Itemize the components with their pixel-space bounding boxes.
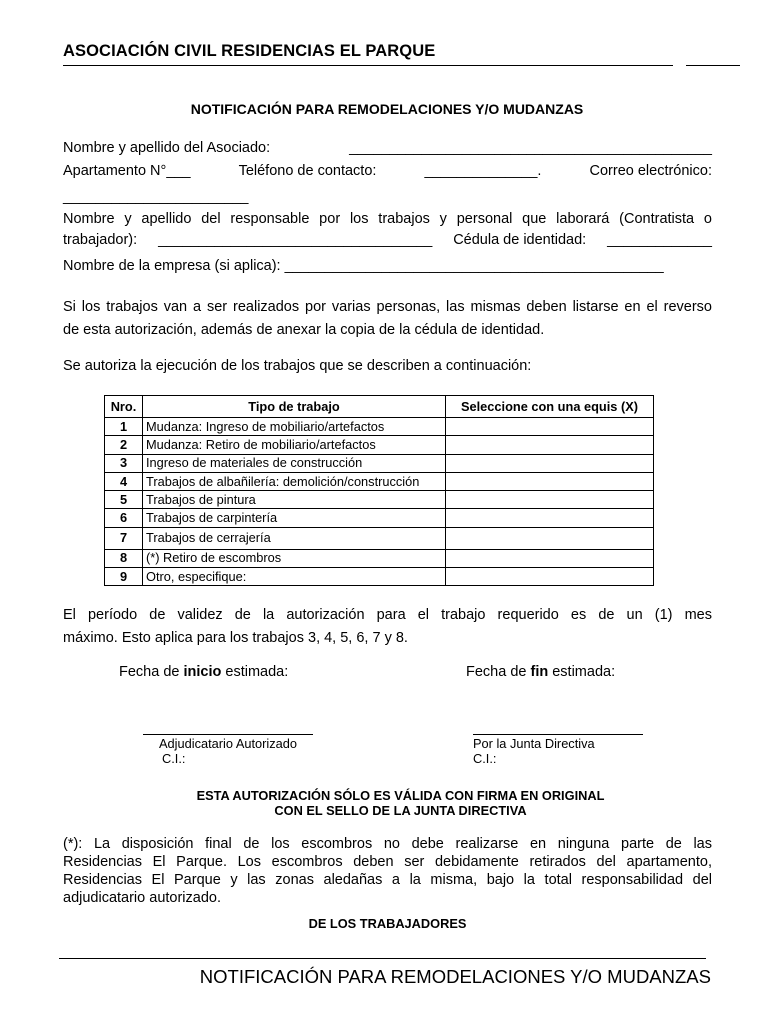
section-heading: DE LOS TRABAJADORES xyxy=(308,916,467,931)
row-select-cell[interactable] xyxy=(446,549,654,567)
row-select-cell[interactable] xyxy=(446,491,654,509)
id-label: Cédula de identidad: xyxy=(453,232,587,248)
start-date-prefix: Fecha de xyxy=(119,664,184,680)
email-label: Correo electrónico: xyxy=(589,163,712,179)
organization-title: ASOCIACIÓN CIVIL RESIDENCIAS EL PARQUE xyxy=(63,42,436,60)
company-row[interactable]: Nombre de la empresa (si aplica): _______________________________________________ xyxy=(63,258,664,274)
header-tipo: Tipo de trabajo xyxy=(143,396,446,418)
document-title: NOTIFICACIÓN PARA REMODELACIONES Y/O MUDANZAS xyxy=(190,101,584,117)
footnote-line-3: Residencias El Parque y las zonas aledañas a la misma, bajo la total responsabilidad del xyxy=(63,872,712,888)
right-signature-line[interactable] xyxy=(473,734,643,735)
row-work-type: Trabajos de pintura xyxy=(143,491,446,509)
row-work-type: Trabajos de albañilería: demolición/construcción xyxy=(143,472,446,490)
table-row xyxy=(105,549,654,567)
id-blank[interactable]: _____________ xyxy=(607,232,712,248)
row-work-type: (*) Retiro de escombros xyxy=(143,549,446,567)
row-select-cell[interactable] xyxy=(446,472,654,490)
responsible-label: trabajador): xyxy=(63,232,138,248)
row-number: 5 xyxy=(105,491,143,509)
work-type-table xyxy=(104,395,654,586)
left-signature-ci: C.I.: xyxy=(162,751,186,766)
responsible-row xyxy=(63,232,712,248)
associate-name-blank[interactable]: _____________________________________________ xyxy=(349,140,712,156)
left-signature-label: Adjudicatario Autorizado xyxy=(159,736,298,751)
row-work-type: Mudanza: Retiro de mobiliario/artefactos xyxy=(143,436,446,454)
phone-blank[interactable]: ______________. xyxy=(424,163,542,179)
table-row xyxy=(105,472,654,490)
row-number: 7 xyxy=(105,527,143,549)
associate-name-label: Nombre y apellido del Asociado: xyxy=(63,140,271,156)
left-signature-line[interactable] xyxy=(143,734,313,735)
authorize-intro: Se autoriza la ejecución de los trabajos que se describen a continuación: xyxy=(63,358,532,374)
end-date-suffix: estimada: xyxy=(548,664,616,680)
table-row xyxy=(105,436,654,454)
row-select-cell[interactable] xyxy=(446,509,654,527)
row-work-type: Ingreso de materiales de construcción xyxy=(143,454,446,472)
footnote-line-1: (*): La disposición final de los escombros no debe realizarse en ninguna parte de las xyxy=(63,836,712,852)
row-work-type: Trabajos de cerrajería xyxy=(143,527,446,549)
row-number: 6 xyxy=(105,509,143,527)
row-select-cell[interactable] xyxy=(446,568,654,586)
table-row xyxy=(105,527,654,549)
responsible-line-1: Nombre y apellido del responsable por los trabajos y personal que laborará (Contratista o xyxy=(63,211,712,227)
start-date-bold: inicio xyxy=(183,664,222,680)
validity-line-2: máximo. Esto aplica para los trabajos 3, 4, 5, 6, 7 y 8. xyxy=(63,630,408,646)
table-row xyxy=(105,568,654,586)
table-row xyxy=(105,454,654,472)
header-nro: Nro. xyxy=(105,396,143,418)
row-number: 3 xyxy=(105,454,143,472)
header-rule-short xyxy=(686,65,740,66)
row-number: 8 xyxy=(105,549,143,567)
email-blank[interactable]: _______________________ xyxy=(63,189,249,205)
validity-notice-line-2: CON EL SELLO DE LA JUNTA DIRECTIVA xyxy=(274,803,527,818)
row-number: 2 xyxy=(105,436,143,454)
end-date-bold: fin xyxy=(530,664,549,680)
header-rule xyxy=(63,65,673,66)
associate-name-row xyxy=(63,140,712,156)
table-row xyxy=(105,418,654,436)
row-work-type: Mudanza: Ingreso de mobiliario/artefactos xyxy=(143,418,446,436)
responsible-blank[interactable]: __________________________________ xyxy=(158,232,433,248)
header-select: Seleccione con una equis (X) xyxy=(446,396,654,418)
footer-title: NOTIFICACIÓN PARA REMODELACIONES Y/O MUDANZAS xyxy=(199,966,711,987)
footnote-line-2: Residencias El Parque. Los escombros deben ser debidamente retirados del apartamento, xyxy=(63,854,712,870)
footer-rule xyxy=(59,958,706,959)
row-select-cell[interactable] xyxy=(446,418,654,436)
apartment-label[interactable]: Apartamento N°___ xyxy=(63,163,191,179)
right-signature-label: Por la Junta Directiva xyxy=(473,736,595,751)
start-date-suffix: estimada: xyxy=(221,664,289,680)
multiple-workers-line-1: Si los trabajos van a ser realizados por varias personas, las mismas deben listarse en el reverso xyxy=(63,299,712,315)
validity-line-1: El período de validez de la autorización para el trabajo requerido es de un (1) mes xyxy=(63,607,712,623)
footnote-line-4: adjudicatario autorizado. xyxy=(63,890,221,906)
row-work-type: Otro, especifique: xyxy=(143,568,446,586)
validity-notice-line-1: ESTA AUTORIZACIÓN SÓLO ES VÁLIDA CON FIRMA EN ORIGINAL xyxy=(196,788,605,803)
multiple-workers-line-2: de esta autorización, además de anexar la copia de la cédula de identidad. xyxy=(63,322,545,338)
table-row xyxy=(105,491,654,509)
row-select-cell[interactable] xyxy=(446,527,654,549)
start-date-label[interactable] xyxy=(119,664,288,680)
row-select-cell[interactable] xyxy=(446,436,654,454)
row-number: 1 xyxy=(105,418,143,436)
row-work-type: Trabajos de carpintería xyxy=(143,509,446,527)
end-date-label[interactable] xyxy=(466,664,615,680)
row-number: 4 xyxy=(105,472,143,490)
row-select-cell[interactable] xyxy=(446,454,654,472)
apartment-row xyxy=(63,163,712,179)
row-number: 9 xyxy=(105,568,143,586)
phone-label: Teléfono de contacto: xyxy=(238,163,377,179)
table-row xyxy=(105,509,654,527)
right-signature-ci: C.I.: xyxy=(473,751,497,766)
end-date-prefix: Fecha de xyxy=(466,664,531,680)
table-header-row xyxy=(105,396,654,418)
